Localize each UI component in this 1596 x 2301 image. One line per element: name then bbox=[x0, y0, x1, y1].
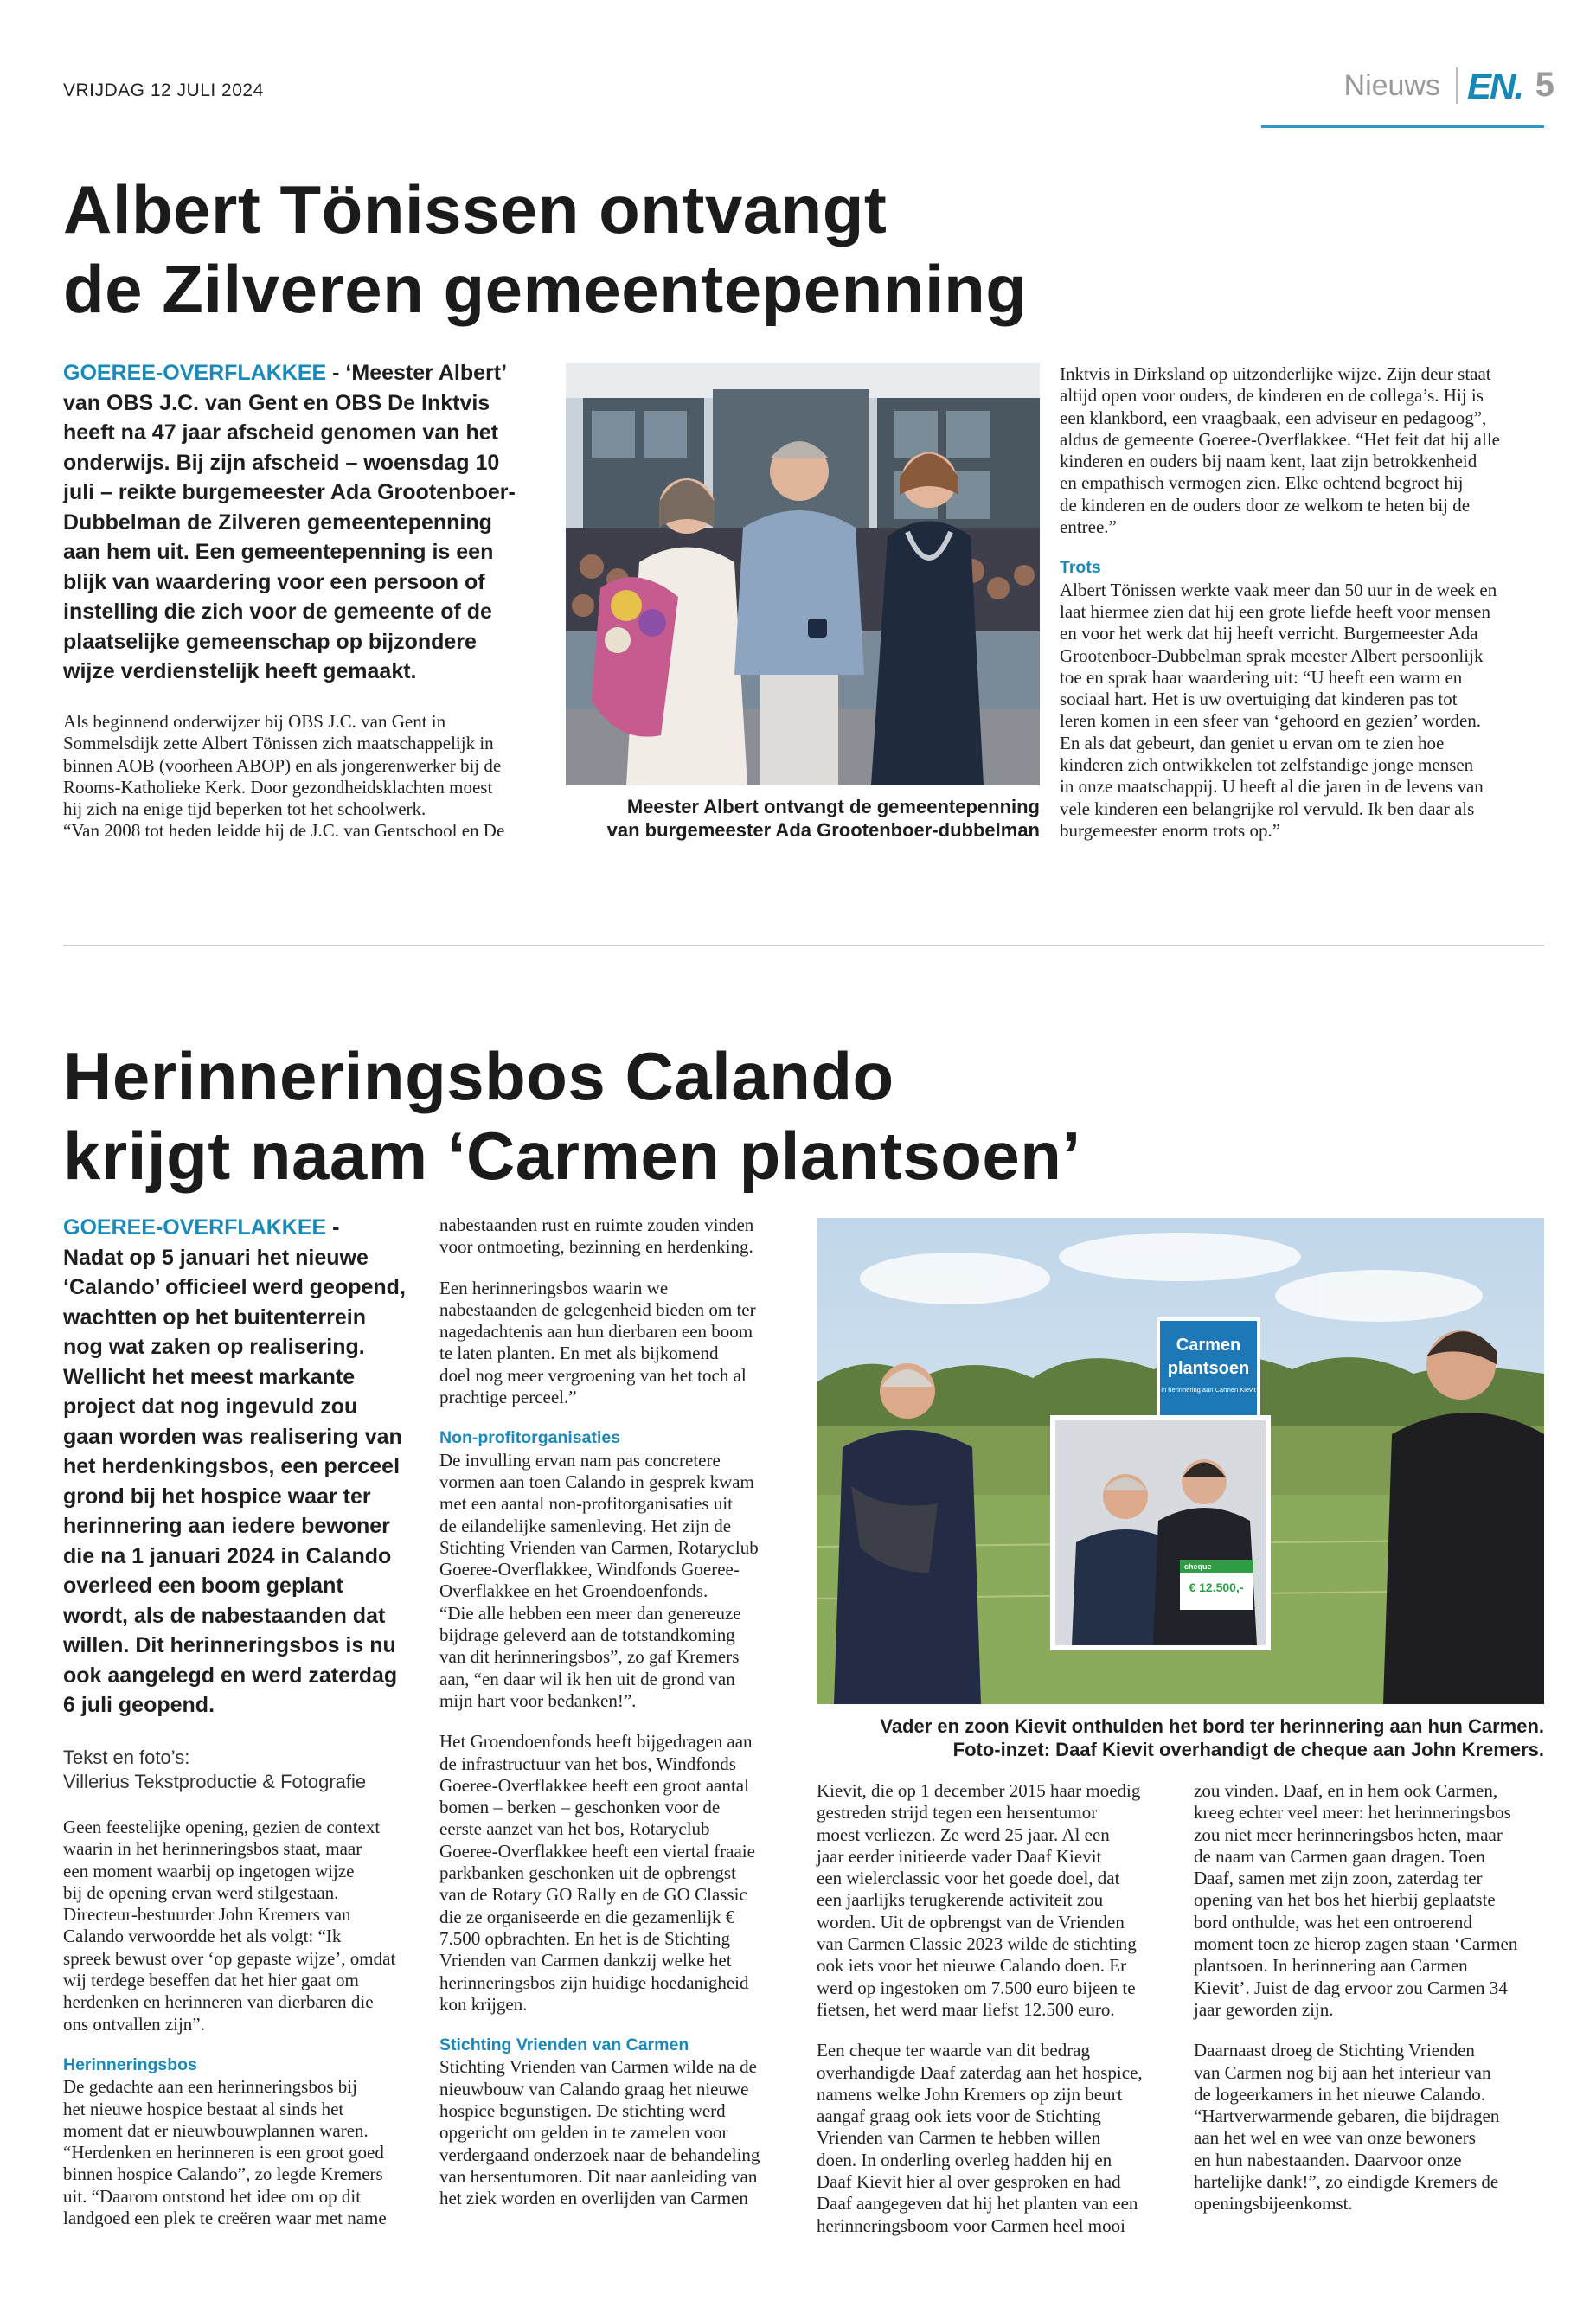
text-line: Goeree-Overflakkee heeft een groot aantal bbox=[439, 1774, 749, 1796]
text-line: jaar eerder initieerde vader Daaf Kievit bbox=[817, 1845, 1102, 1867]
header-separator bbox=[1456, 67, 1458, 104]
text-line: worden. Uit de opbrengst van de Vrienden bbox=[817, 1911, 1125, 1932]
lead-line: ‘Calando’ officieel werd geopend, bbox=[63, 1275, 406, 1299]
text-line: Als beginnend onderwijzer bij OBS J.C. van Gent in bbox=[63, 711, 446, 732]
award-photo-illustration bbox=[566, 363, 1040, 785]
text-line: sociaal hart. Het is uw overtuiging dat kinderen pas tot bbox=[1060, 689, 1458, 710]
text-line: aan het wel en wee van onze bewoners bbox=[1194, 2127, 1476, 2149]
text-line: te laten planten. En met als bijkomend bbox=[439, 1343, 719, 1364]
article2-headline bbox=[63, 1036, 1081, 1195]
lead-line: instelling die zich voor de gemeente of de bbox=[63, 599, 492, 624]
lead-line: GOEREE-OVERFLAKKEE - ‘Meester Albert’ bbox=[63, 361, 508, 385]
caption-line: Foto-inzet: Daaf Kievit overhandigt de cheque aan John Kremers. bbox=[952, 1739, 1544, 1760]
text-line: zou vinden. Daaf, en in hem ook Carmen, bbox=[1194, 1780, 1498, 1801]
text-line: kreeg echter veel meer: het herinneringsbos bbox=[1194, 1802, 1511, 1823]
article2-photo-caption bbox=[817, 1715, 1544, 1761]
photo-credits bbox=[63, 1746, 366, 1794]
text-line: fietsen, het werd maar liefst 12.500 euro. bbox=[817, 1998, 1115, 2020]
caption-line: Vader en zoon Kievit onthulden het bord ter herinnering aan hun Carmen. bbox=[880, 1715, 1544, 1737]
text-line: van hersentumoren. Dit naar aanleiding van bbox=[439, 2165, 758, 2187]
text-line: Geen feestelijke opening, gezien de context bbox=[63, 1817, 381, 1837]
text-line: leren komen in een sfeer van ‘gehoord en gezien’ worden. bbox=[1060, 710, 1482, 732]
text-line: overhandigde Daaf zaterdag aan het hospice, bbox=[817, 2061, 1143, 2083]
text-line: Vrienden van Carmen dankzij welke het bbox=[439, 1950, 732, 1971]
text-line: entree.” bbox=[1060, 516, 1117, 538]
text-line: ook iets voor het nieuwe Calando doen. Er bbox=[817, 1955, 1127, 1977]
text-line: hij zich na enige tijd beperken tot het schoolwerk. bbox=[63, 798, 426, 820]
text-line: gestreden strijd tegen een hersentumor bbox=[817, 1802, 1098, 1823]
text-line: “Herdenken en herinneren is een groot goed bbox=[63, 2142, 384, 2163]
text-line: Stichting Vrienden van Carmen wilde na de bbox=[439, 2056, 757, 2078]
text-line: nabestaanden rust en ruimte zouden vinden bbox=[439, 1215, 754, 1235]
article2-column-3 bbox=[817, 1780, 1180, 2237]
text-line: kinderen en ouders bij naam kent, laat zijn betrokkenheid bbox=[1060, 451, 1477, 472]
text-line: herinneringsboom voor Carmen heel mooi bbox=[817, 2214, 1125, 2236]
text-line: nieuwbouw van Calando graag het nieuwe bbox=[439, 2078, 749, 2099]
text-line: in onze maatschappij. U heeft al die jaren in de levens van bbox=[1060, 776, 1484, 798]
lead-line: die na 1 januari 2024 in Calando bbox=[63, 1543, 392, 1568]
lead-line: nog wat zaken op realisering. bbox=[63, 1335, 365, 1359]
credits-line: Villerius Tekstproductie & Fotografie bbox=[63, 1771, 367, 1792]
lead-line: project dat nog ingevuld zou bbox=[63, 1394, 358, 1419]
cheque-amount: € 12.500,- bbox=[1189, 1580, 1244, 1594]
text-line: de logeerkamers in het nieuwe Calando. bbox=[1194, 2083, 1486, 2105]
subheading: Stichting Vrienden van Carmen bbox=[439, 2035, 689, 2055]
article2-lead bbox=[63, 1213, 426, 1721]
text-line: een wielerclassic voor het goede doel, dat bbox=[817, 1868, 1120, 1889]
lead-line: het herdenkingsbos, een perceel bbox=[63, 1454, 401, 1478]
text-line: Sommelsdijk zette Albert Tönissen zich maatschappelijk in bbox=[63, 733, 494, 754]
text-line: “Hartverwarmende gebaren, die bijdragen bbox=[1194, 2106, 1500, 2127]
lead-line: 6 juli geopend. bbox=[63, 1693, 215, 1717]
lead-line: ook aangelegd en werd zaterdag bbox=[63, 1663, 398, 1688]
lead-line: juli – reikte burgemeester Ada Grootenboer- bbox=[63, 480, 516, 504]
text-line: openingsbijeenkomst. bbox=[1194, 2193, 1353, 2214]
text-line: de naam van Carmen gaan dragen. Toen bbox=[1194, 1845, 1485, 1867]
text-line: verdergaand onderzoek naar de behandeling bbox=[439, 2144, 760, 2165]
text-line: Directeur-bestuurder John Kremers van bbox=[63, 1904, 351, 1926]
text-line: plantsoen. In herinnering aan Carmen bbox=[1194, 1955, 1468, 1977]
text-line: en voor het werk dat hij heeft verricht. Burgemeester Ada bbox=[1060, 623, 1478, 644]
text-line: wij terdege beseffen dat het hier gaat om bbox=[63, 1970, 359, 1991]
article2-column-4 bbox=[1194, 1780, 1544, 2215]
lead-line: van OBS J.C. van Gent en OBS De Inktvis bbox=[63, 390, 490, 415]
newspaper-logo: EN. bbox=[1466, 66, 1522, 106]
headline-line: krijgt naam ‘Carmen plantsoen’ bbox=[63, 1118, 1081, 1194]
text-line: binnen hospice Calando”, zo legde Kremers bbox=[63, 2163, 383, 2185]
subheading: Trots bbox=[1060, 558, 1101, 578]
text-line: een jaarlijks terugkerende activiteit zou bbox=[817, 1889, 1104, 1911]
text-line: met een aantal non-profitorganisaties uit bbox=[439, 1493, 734, 1515]
text-line: Inktvis in Dirksland op uitzonderlijke wijze. Zijn deur staat bbox=[1060, 363, 1491, 384]
text-line: kinderen zich ontwikkelen tot zelfstandige jonge mensen bbox=[1060, 754, 1474, 776]
text-line: Overflakkee en het Groendoenfonds. bbox=[439, 1580, 708, 1602]
text-line: bomen – berken – geschonken voor de bbox=[439, 1797, 721, 1818]
lead-line: wachtten op het buitenterrein bbox=[63, 1304, 367, 1330]
text-line: doel nog meer vergroening van het toch al bbox=[439, 1364, 747, 1386]
text-line: voor ontmoeting, bezinning en herdenking. bbox=[439, 1236, 753, 1258]
article1-column-3 bbox=[1060, 363, 1544, 842]
text-line: moest verliezen. Ze werd 25 jaar. Al een bbox=[817, 1823, 1110, 1845]
text-line: Goeree-Overflakkee, Windfonds Goeree- bbox=[439, 1559, 740, 1580]
text-line: jaar geworden zijn. bbox=[1194, 1998, 1334, 2020]
text-line: Daaf, samen met zijn zoon, zaterdag ter bbox=[1194, 1868, 1483, 1889]
text-line: De invulling ervan nam pas concretere bbox=[439, 1449, 721, 1471]
text-line: aldus de gemeente Goeree-Overflakkee. “Het feit dat hij alle bbox=[1060, 428, 1500, 450]
text-line: Daaf Kievit hier al over gesproken en had bbox=[817, 2171, 1121, 2193]
lead-line: overleed een boom geplant bbox=[63, 1574, 343, 1598]
place-label: GOEREE-OVERFLAKKEE bbox=[63, 361, 327, 385]
lead-line: gaan worden was realisering van bbox=[63, 1424, 402, 1449]
text-line: opening van het bos het hierbij geplaatste bbox=[1194, 1889, 1496, 1911]
lead-line: wordt, als de nabestaanden dat bbox=[63, 1603, 386, 1628]
text-line: en empathisch vermogen zien. Elke ochtend begroet hij bbox=[1060, 472, 1464, 494]
lead-line: GOEREE-OVERFLAKKEE - bbox=[63, 1215, 340, 1240]
text-line: nabestaanden de gelegenheid bieden om ter bbox=[439, 1298, 756, 1320]
sign-line: in herinnering aan Carmen Kievit bbox=[1161, 1386, 1256, 1394]
article1-lead bbox=[63, 358, 548, 687]
text-line: namens welke John Kremers op zijn beurt bbox=[817, 2083, 1123, 2105]
text-line: Kievit’. Juist de dag ervoor zou Carmen 34 bbox=[1194, 1977, 1508, 1998]
text-line: Het Groendoenfonds heeft bijgedragen aan bbox=[439, 1731, 753, 1753]
text-line: de infrastructuur van het bos, Windfonds bbox=[439, 1753, 736, 1774]
text-line: Kievit, die op 1 december 2015 haar moedig bbox=[817, 1780, 1141, 1801]
text-line: laat hiermee zien dat hij een grote liefde heeft voor mensen bbox=[1060, 600, 1490, 622]
section-label: Nieuws bbox=[1343, 69, 1440, 102]
article2-column-2 bbox=[439, 1215, 803, 2209]
text-line: Een cheque ter waarde van dit bedrag bbox=[817, 2040, 1091, 2061]
text-line: zou niet meer herinneringsbos heten, maar bbox=[1194, 1823, 1503, 1845]
text-line: aan, “en daar wil ik hen uit de grond van bbox=[439, 1668, 735, 1689]
lead-line: wijze verdienstelijk heeft gemaakt. bbox=[63, 659, 417, 683]
subheading: Herinneringsbos bbox=[63, 2054, 197, 2074]
text-line: Vrienden van Carmen te hebben willen bbox=[817, 2127, 1101, 2149]
text-line: “Die alle hebben een meer dan genereuze bbox=[439, 1602, 741, 1624]
lead-line: grond bij het hospice waar ter bbox=[63, 1484, 371, 1509]
text-line: binnen AOB (voorheen ABOP) en als jongerenwerker bij de bbox=[63, 754, 502, 776]
text-line: het ziek worden en overlijden van Carmen bbox=[439, 2188, 748, 2209]
text-line: Stichting Vrienden van Carmen, Rotaryclub bbox=[439, 1536, 759, 1558]
text-line: landgoed een plek te creëren waar met name bbox=[63, 2208, 387, 2229]
text-line: altijd open voor ouders, de kinderen en de collega’s. Hij is bbox=[1060, 385, 1484, 407]
text-line: Grootenboer-Dubbelman sprak meester Albert persoonlijk bbox=[1060, 644, 1484, 666]
sign-line: plantsoen bbox=[1167, 1359, 1250, 1378]
text-line: Calando verwoordde het als volgt: “Ik bbox=[63, 1926, 342, 1947]
issue-date: VRIJDAG 12 JULI 2024 bbox=[63, 80, 264, 100]
lead-line: heeft na 47 jaar afscheid genomen van het bbox=[63, 420, 498, 445]
text-line: “Van 2008 tot heden leidde hij de J.C. van Gentschool en De bbox=[63, 820, 505, 842]
header-rule bbox=[1261, 125, 1544, 128]
caption-line: Meester Albert ontvangt de gemeentepenning bbox=[626, 796, 1040, 817]
text-line: de kinderen en de ouders door ze welkom te heten bij de bbox=[1060, 494, 1471, 516]
text-line: toe en sprak haar waardering uit: “U heeft een warm en bbox=[1060, 666, 1463, 688]
text-line: 7.500 opbrachten. En het is de Stichting bbox=[439, 1927, 730, 1949]
text-line: doen. In onderling overleg hadden hij en bbox=[817, 2149, 1112, 2170]
plantsoen-photo bbox=[817, 1218, 1544, 1704]
lead-line: Dubbelman de Zilveren gemeentepenning bbox=[63, 510, 492, 535]
lead-line: willen. Dit herinneringsbos is nu bbox=[63, 1633, 396, 1657]
text-line: een klankbord, een vraagbaak, een adviseur en pedagoog”, bbox=[1060, 407, 1487, 428]
text-line: vele kinderen een belangrijke rol vervuld. Ik ben daar als bbox=[1060, 798, 1475, 819]
text-line: Een herinneringsbos waarin we bbox=[439, 1277, 669, 1298]
text-line: opgericht om gelden in te zamelen voor bbox=[439, 2122, 728, 2144]
text-line: Rooms-Katholieke Kerk. Door gezondheidsklachten moest bbox=[63, 776, 493, 798]
text-line: De gedachte aan een herinneringsbos bij bbox=[63, 2076, 357, 2098]
place-label: GOEREE-OVERFLAKKEE bbox=[63, 1215, 327, 1240]
text-line: spreek bewust over ‘op gepaste wijze’, omdat bbox=[63, 1947, 396, 1969]
text-line: de eilandelijke samenleving. Het zijn de bbox=[439, 1515, 732, 1536]
text-line: hartelijke dank!”, zo eindigde Kremers de bbox=[1194, 2171, 1499, 2193]
text-line: van de Rotary GO Rally en de GO Classic bbox=[439, 1884, 747, 1906]
text-line: moment dat er nieuwbouwplannen waren. bbox=[63, 2119, 369, 2141]
article1-photo-caption bbox=[528, 795, 1040, 842]
credits-line: Tekst en foto’s: bbox=[63, 1747, 190, 1768]
lead-line: aan hem uit. Een gemeentepenning is een bbox=[63, 540, 494, 564]
text-line: parkbanken geschonken uit de opbrengst bbox=[439, 1862, 736, 1884]
text-line: Albert Tönissen werkte vaak meer dan 50 uur in de week en bbox=[1060, 579, 1497, 600]
sign-line: Carmen bbox=[1176, 1336, 1241, 1355]
caption-line: van burgemeester Ada Grootenboer-dubbelman bbox=[606, 819, 1040, 841]
text-line: Daarnaast droeg de Stichting Vrienden bbox=[1194, 2040, 1475, 2061]
lead-line: Nadat op 5 januari het nieuwe bbox=[63, 1245, 369, 1270]
text-line: prachtige perceel.” bbox=[439, 1387, 577, 1408]
text-line: mijn hart voor bedanken!”. bbox=[439, 1689, 637, 1711]
article-divider bbox=[63, 945, 1544, 946]
text-line: hospice begunstigen. De stichting werd bbox=[439, 2099, 726, 2121]
text-line: moment toen ze hierop zagen staan ‘Carmen bbox=[1194, 1933, 1518, 1955]
plantsoen-photo-illustration bbox=[817, 1218, 1544, 1704]
cheque-label: cheque bbox=[1184, 1562, 1212, 1571]
text-line: en hun nabestaanden. Daarvoor onze bbox=[1194, 2149, 1462, 2170]
text-line: kon krijgen. bbox=[439, 1993, 528, 2015]
text-line: Daaf aangegeven dat hij het planten van een bbox=[817, 2193, 1138, 2214]
text-line: die ze organiseerde en die gezamenlijk € bbox=[439, 1906, 735, 1927]
subheading: Non-profitorganisaties bbox=[439, 1428, 621, 1448]
text-line: nagedachtenis aan hun dierbaren een boom bbox=[439, 1321, 753, 1343]
text-line: aangaf graag ook iets voor de Stichting bbox=[817, 2106, 1101, 2127]
headline-line: de Zilveren gemeentepenning bbox=[63, 251, 1028, 327]
text-line: bord onthulde, was het een ontroerend bbox=[1194, 1911, 1472, 1932]
headline-line: Albert Tönissen ontvangt bbox=[63, 171, 888, 247]
text-line: bijdrage geleverd aan de totstandkoming bbox=[439, 1625, 735, 1646]
text-line: bij de opening ervan werd stilgestaan. bbox=[63, 1881, 339, 1903]
lead-line: onderwijs. Bij zijn afscheid – woensdag 10 bbox=[63, 450, 500, 475]
article1-headline bbox=[63, 170, 1027, 329]
text-line: burgemeester enorm trots op.” bbox=[1060, 819, 1281, 841]
text-line: van Carmen Classic 2023 wilde de stichting bbox=[817, 1933, 1137, 1955]
text-line: vormen aan toen Calando in gesprek kwam bbox=[439, 1471, 754, 1492]
text-line: van dit herinneringsbos”, zo gaf Kremers bbox=[439, 1646, 740, 1668]
text-line: van Carmen nog bij aan het interieur van bbox=[1194, 2061, 1491, 2083]
article2-column-1 bbox=[63, 1817, 426, 2229]
page-number: 5 bbox=[1535, 66, 1554, 104]
text-line: waarin in het herinneringsbos staat, maar bbox=[63, 1838, 362, 1860]
lead-line: blijk van waardering voor een persoon of bbox=[63, 569, 485, 594]
lead-line: herinnering aan iedere bewoner bbox=[63, 1514, 390, 1538]
text-line: herdenken en herinneren van dierbaren die bbox=[63, 1991, 374, 2013]
lead-line: Wellicht het meest markante bbox=[63, 1364, 356, 1389]
text-line: werd op ingestoken om 7.500 euro bijeen te bbox=[817, 1977, 1136, 1998]
text-line: het nieuwe hospice bestaat al sinds het bbox=[63, 2098, 344, 2119]
text-line: eerste aanzet van het bos, Rotaryclub bbox=[439, 1818, 710, 1840]
text-line: een moment waarbij op ingetogen wijze bbox=[63, 1860, 355, 1881]
text-line: En als dat gebeurt, dan geniet u ervan om te zien hoe bbox=[1060, 732, 1445, 753]
article1-column-1 bbox=[63, 711, 548, 843]
text-line: herinneringsbos zijn huidige hoedanigheid bbox=[439, 1971, 749, 1993]
text-line: uit. “Daarom ontstond het idee om op dit bbox=[63, 2185, 362, 2207]
text-line: Goeree-Overflakkee heeft een viertal fraaie bbox=[439, 1840, 755, 1862]
text-line: ons ontvallen zijn”. bbox=[63, 2013, 205, 2035]
award-photo bbox=[566, 363, 1040, 785]
headline-line: Herinneringsbos Calando bbox=[63, 1038, 894, 1114]
lead-line: plaatselijke gemeenschap op bijzondere bbox=[63, 629, 477, 654]
